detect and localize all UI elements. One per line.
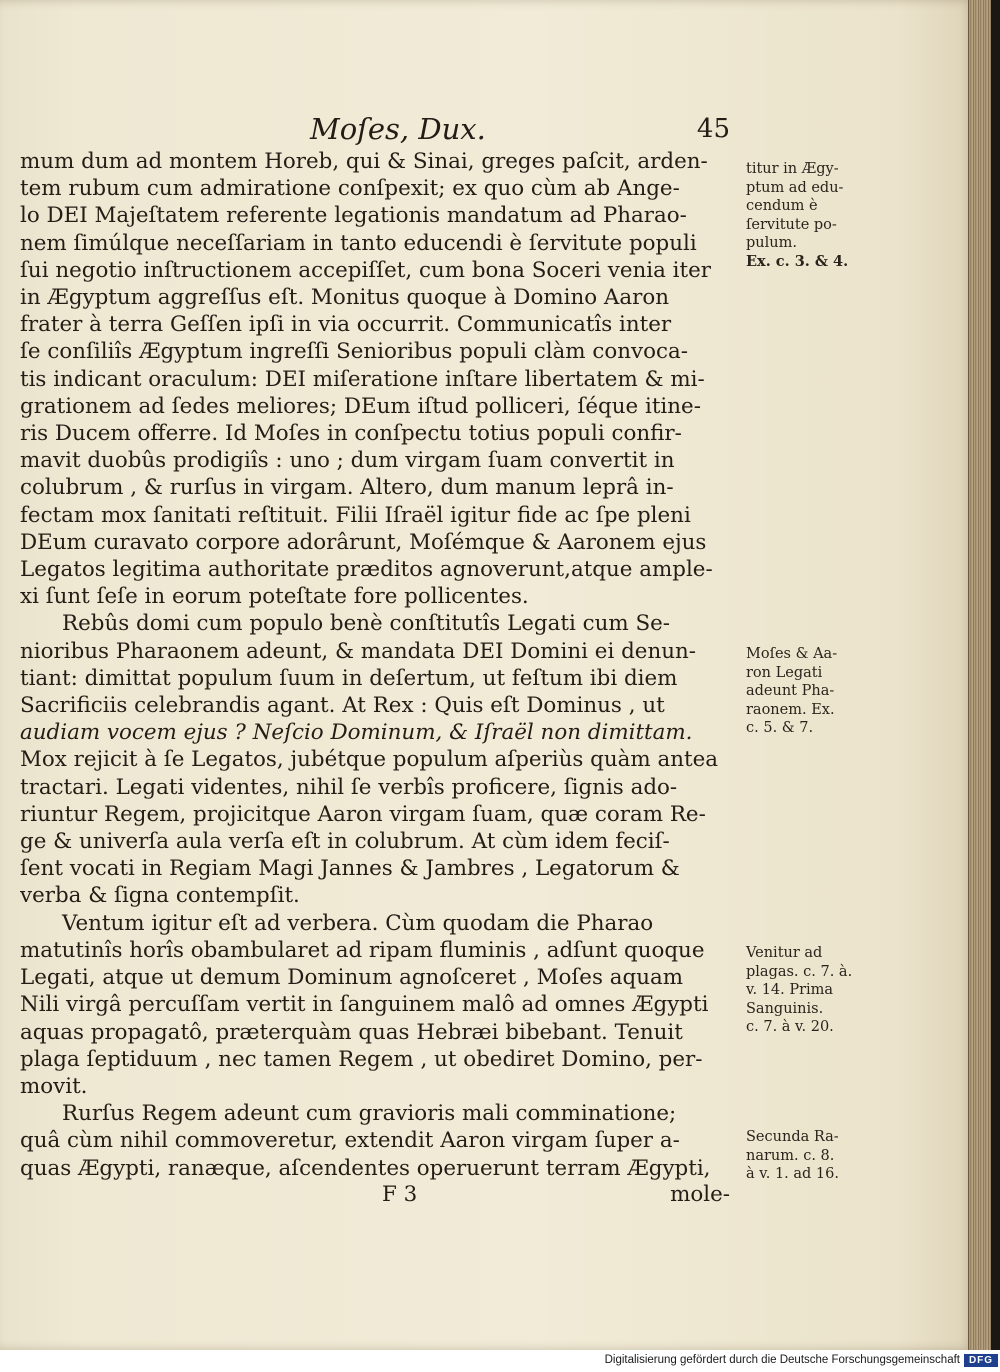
text-line: aquas propagatô, præterquàm quas Hebræi bibebant. Tenuit	[20, 1019, 683, 1045]
text-line: ſui negotio inſtructionem accepiſſet, cum bona Soceri venia iter	[20, 257, 712, 283]
text-line: Sacrificiis celebrandis agant. At Rex : Quis eſt Dominus , ut	[20, 693, 665, 719]
text-line: Nili virgâ percuſſam vertit in ſanguinem malô ad omnes Ægypti	[20, 992, 709, 1018]
digitization-credit: Digitalisierung gefördert durch die Deutsche Forschungsgemeinschaft	[604, 1354, 960, 1366]
running-title: Moſes, Dux.	[310, 112, 486, 146]
text-line: verba & ſigna contempſit.	[20, 883, 300, 909]
text-line: tractari. Legati videntes, nihil ſe verbîs proficere, ſignis ado-	[20, 774, 678, 800]
paragraph-3	[20, 910, 732, 1100]
marginal-line: ſervitute po-	[746, 216, 837, 233]
marginal-line: cendum è	[746, 198, 818, 215]
text-line: movit.	[20, 1073, 88, 1099]
marginal-line: à v. 1. ad 16.	[746, 1166, 839, 1183]
marginal-line: titur in Ægy-	[746, 161, 839, 177]
paragraph-2	[20, 610, 732, 909]
marginal-line: adeunt Pha-	[746, 683, 835, 700]
marginal-note-3	[746, 944, 876, 1037]
text-line: ris Ducem offerre. Id Moſes in conſpectu totius populi confir-	[20, 421, 682, 447]
text-line: tiant: dimittat populum ſuum in deſertum, ut feſtum ibi diem	[20, 665, 678, 691]
text-line: mavit duobûs prodigiîs : uno ; dum virgam ſuam convertit in	[20, 448, 675, 474]
text-line: fectam mox ſanitati reſtituit. Filii Iſraël igitur fide ac ſpe pleni	[20, 502, 691, 528]
marginal-note-2	[746, 645, 876, 738]
marginal-line: c. 7. à v. 20.	[746, 1019, 834, 1036]
page-header	[310, 112, 730, 152]
text-line: quâ cùm nihil commoveretur, extendit Aaron virgam ſuper a-	[20, 1128, 680, 1154]
text-line: ge & univerſa aula verſa eſt in colubrum. At cùm idem feciſ-	[20, 829, 670, 855]
text-line: frater à terra Geſſen ipſi in via occurrit. Communicatîs inter	[20, 312, 672, 338]
marginal-line: pulum.	[746, 235, 797, 252]
marginal-line: narum. c. 8.	[746, 1147, 835, 1164]
page-number: 45	[696, 114, 730, 144]
paragraph-1	[20, 148, 732, 610]
text-line: ſent vocati in Regiam Magi Jannes & Jambres , Legatorum &	[20, 856, 680, 882]
text-line: Rurſus Regem adeunt cum gravioris mali comminatione;	[62, 1101, 677, 1127]
text-line: Rebûs domi cum populo benè conſtitutîs Legati cum Se-	[62, 611, 670, 637]
text-line: Legatos legitima authoritate præditos agnoverunt,atque ample-	[20, 557, 713, 583]
text-line: lo DEI Majeſtatem referente legationis mandatum ad Pharao-	[20, 203, 687, 229]
marginal-note-1	[746, 160, 876, 272]
text-line: Mox rejicit à ſe Legatos, jubétque populum aſperiùs quàm antea	[20, 747, 719, 773]
text-line: tem rubum cum admiratione conſpexit; ex quo cùm ab Ange-	[20, 176, 680, 202]
text-line: audiam vocem ejus ? Neſcio Dominum, & Iſraël non dimittam.	[20, 720, 693, 746]
text-line: grationem ad ſedes meliores; DEum iſtud polliceri, ſéque itine-	[20, 393, 701, 419]
paragraph-4	[20, 1100, 732, 1182]
text-line: tis indicant oraculum: DEI miſeratione inſtare libertatem & mi-	[20, 366, 705, 392]
signature-mark: F 3	[382, 1182, 418, 1207]
marginal-line: ptum ad edu-	[746, 179, 844, 196]
text-line: nem ſimúlque neceſſariam in tanto educendi è ſervitute populi	[20, 230, 697, 256]
text-line: ſe conſiliîs Ægyptum ingreſſi Senioribus populi clàm convoca-	[20, 339, 688, 365]
text-line: Legati, atque ut demum Dominum agnoſceret , Moſes aquam	[20, 965, 684, 991]
marginal-line: c. 5. & 7.	[746, 720, 814, 737]
marginal-note-4	[746, 1128, 876, 1184]
marginal-line: v. 14. Prima	[746, 982, 834, 999]
marginal-line: Sanguinis.	[746, 1000, 824, 1017]
dfg-logo: DFG	[964, 1354, 998, 1367]
catchline	[20, 1182, 732, 1212]
text-line: matutinîs horîs obambularet ad ripam fluminis , adſunt quoque	[20, 937, 705, 963]
text-line: xi ſunt ſeſe in eorum poteſtate fore pollicentes.	[20, 584, 529, 610]
catchword: mole-	[670, 1182, 730, 1207]
marginal-line: Moſes & Aa-	[746, 646, 838, 662]
marginal-line: Secunda Ra-	[746, 1129, 839, 1145]
marginal-line: plagas. c. 7. à.	[746, 963, 853, 980]
text-line: nioribus Pharaonem adeunt, & mandata DEI Domini ei denun-	[20, 638, 696, 664]
text-line: DEum curavato corpore adorârunt, Moſémque & Aaronem ejus	[20, 529, 707, 555]
text-line: colubrum , & rurſus in virgam. Altero, dum manum leprâ in-	[20, 475, 674, 501]
text-line: mum dum ad montem Horeb, qui & Sinai, greges paſcit, arden-	[20, 149, 708, 174]
main-text-column	[20, 148, 732, 1182]
text-line: plaga ſeptiduum , nec tamen Regem , ut obediret Domino, per-	[20, 1046, 703, 1072]
marginal-line: Ex. c. 3. & 4.	[746, 252, 849, 270]
text-line: riuntur Regem, projicitque Aaron virgam ſuam, quæ coram Re-	[20, 801, 706, 827]
marginal-line: ron Legati	[746, 664, 823, 681]
marginal-line: raonem. Ex.	[746, 701, 835, 718]
text-line: quas Ægypti, ranæque, aſcendentes operuerunt terram Ægypti,	[20, 1155, 711, 1181]
text-line: in Ægyptum aggreſſus eſt. Monitus quoque à Domino Aaron	[20, 285, 669, 311]
marginal-line: Venitur ad	[746, 945, 823, 961]
text-line: Ventum igitur eſt ad verbera. Cùm quodam die Pharao	[62, 910, 654, 936]
page-edge	[968, 0, 991, 1350]
